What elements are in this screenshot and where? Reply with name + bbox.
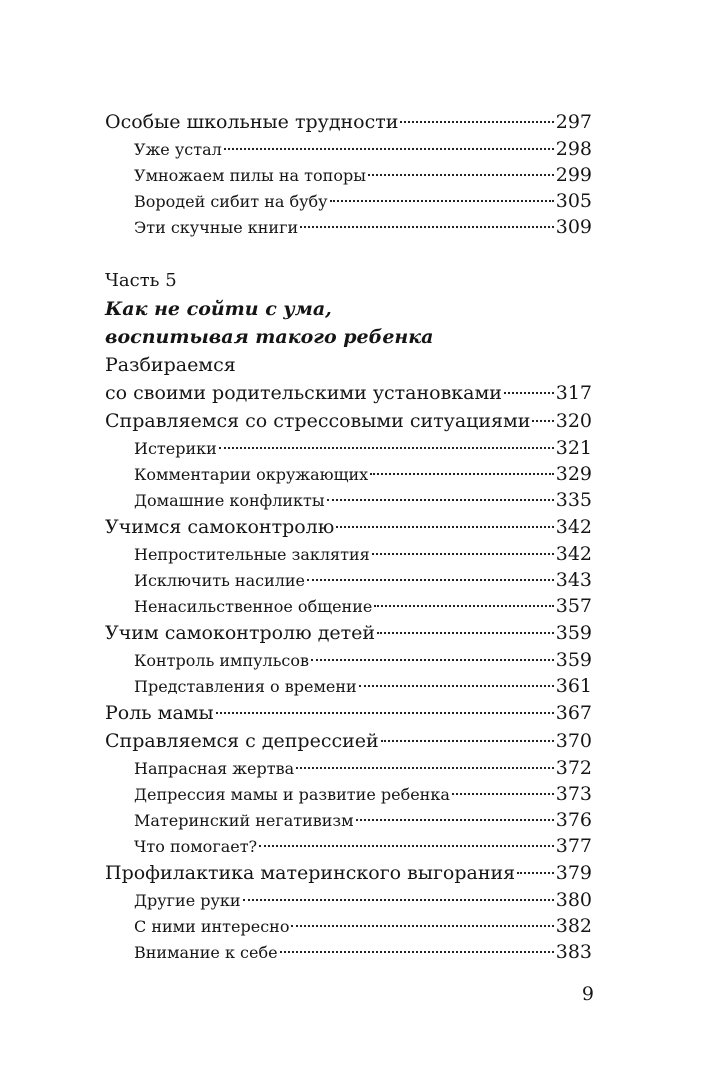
toc-entry-page: 297 [555,111,592,133]
leader-dots [296,767,554,769]
toc-entry-page: 377 [555,835,592,857]
toc-subentry [105,887,592,913]
toc-entry-title: Что помогает? [134,837,258,856]
toc-subentry [105,939,592,965]
toc-subentry [105,673,592,699]
toc-subentry [105,593,592,619]
toc-entry-title: Непростительные заклятия [134,545,370,564]
toc-entry-page: 309 [555,216,592,238]
toc-entry-title: Справляемся со стрессовыми ситуациями [105,410,531,432]
toc-entry-title: С ними интересно [134,917,290,936]
toc-entry-title: Особые школьные трудности [105,111,399,133]
toc-entry-page: 329 [555,463,592,485]
leader-dots [243,899,554,901]
toc-entry [105,699,592,727]
toc-entry-page: 382 [555,915,592,937]
toc-subentry [105,781,592,807]
toc-subentry [105,807,592,833]
leader-dots [291,925,553,927]
toc-entry-page: 342 [555,543,592,565]
toc-entry-page: 373 [555,783,592,805]
toc-entry [105,379,592,407]
toc-entry [105,407,592,435]
toc-entry-title: Представления о времени [134,677,357,696]
toc-entry-page: 379 [555,862,592,884]
page-number: 9 [581,983,594,1005]
toc-subentry [105,162,592,188]
toc-entry-title: Внимание к себе [134,943,278,962]
toc-entry-title: Учимся самоконтролю [105,516,335,538]
toc-entry-title: Эти скучные книги [134,218,299,237]
part-title-line-2: воспитывая такого ребенка [105,326,434,348]
toc-entry [105,619,592,647]
toc-group-top [105,108,592,240]
toc-entry-title: Учим самоконтролю детей [105,622,376,644]
leader-dots [300,226,554,228]
toc-entry-page: 367 [555,702,592,724]
toc-subentry [105,461,592,487]
toc-entry-page: 357 [555,595,592,617]
leader-dots [374,605,553,607]
toc-entry [105,859,592,887]
toc-entry-title: Уже устал [134,140,222,159]
toc-entry-title: Комментарии окружающих [134,465,369,484]
toc-entry-page: 299 [555,164,592,186]
toc-entry-page: 320 [555,410,592,432]
leader-dots [356,819,554,821]
leader-dots [381,740,554,742]
leader-dots [452,793,554,795]
toc-entry-title: Умножаем пилы на топоры [134,166,366,185]
toc-subentry [105,136,592,162]
leader-dots [311,659,554,661]
toc-entry-page: 343 [555,569,592,591]
section-spacer [105,240,592,267]
toc-subentry [105,913,592,939]
toc-entry-page: 370 [555,730,592,752]
leader-dots [532,420,553,422]
toc-entry-page: 305 [555,190,592,212]
toc-entry-title: Напрасная жертва [134,759,295,778]
leader-dots [372,553,554,555]
toc-entry-title: Роль мамы [105,702,214,724]
part-title-line-1: Как не сойти с ума, [105,298,332,320]
toc-entry [105,513,592,541]
leader-dots [359,685,554,687]
toc-entry-title: Исключить насилие [134,571,306,590]
toc-subentry [105,541,592,567]
toc-subentry [105,435,592,461]
leader-dots [377,632,554,634]
toc-entry-page: 372 [555,757,592,779]
toc-group-part5 [105,407,592,965]
toc-subentry [105,755,592,781]
toc-subentry [105,188,592,214]
leader-dots [259,845,554,847]
toc-entry-title: Материнский негативизм [134,811,354,830]
toc-entry-page: 376 [555,809,592,831]
toc-entry [105,727,592,755]
leader-dots [370,473,554,475]
toc-entry-title: Справляемся с депрессией [105,730,379,752]
leader-dots [517,872,554,874]
toc-subentry [105,214,592,240]
leader-dots [400,121,553,123]
toc-entry-page: 335 [555,489,592,511]
toc-entry-page: 342 [555,516,592,538]
toc-subentry [105,647,592,673]
leader-dots [219,447,554,449]
leader-dots [280,951,554,953]
toc-entry-title: Контроль импульсов [134,651,310,670]
leader-dots [504,392,554,394]
toc-entry-title: Ненасильственное общение [134,597,373,616]
toc-entry-title: Другие руки [134,891,241,910]
leader-dots [216,712,554,714]
toc-subentry [105,487,592,513]
toc-entry-page: 359 [555,649,592,671]
toc-entry-page: 383 [555,941,592,963]
toc-entry-page: 380 [555,889,592,911]
toc-entry-title-line-1: Разбираемся [105,354,236,376]
table-of-contents [105,108,592,965]
toc-entry-page: 359 [555,622,592,644]
toc-entry-page: 317 [555,382,592,404]
toc-subentry [105,833,592,859]
leader-dots [336,526,553,528]
leader-dots [327,499,554,501]
leader-dots [330,200,554,202]
part-label: Часть 5 [105,270,177,291]
toc-entry-title: Вородей сибит на бубу [134,192,328,211]
leader-dots [368,174,554,176]
toc-entry-page: 298 [555,138,592,160]
toc-entry-page: 361 [555,675,592,697]
toc-subentry [105,567,592,593]
toc-entry-title: Домашние конфликты [134,491,325,510]
toc-entry-title: Истерики [134,439,217,458]
leader-dots [224,148,554,150]
toc-entry-title: Депрессия мамы и развитие ребенка [134,785,450,804]
leader-dots [307,579,554,581]
toc-entry-title: со своими родительскими установками [105,382,502,404]
toc-entry-page: 321 [555,437,592,459]
toc-entry-title: Профилактика материнского выгорания [105,862,516,884]
toc-entry [105,108,592,136]
